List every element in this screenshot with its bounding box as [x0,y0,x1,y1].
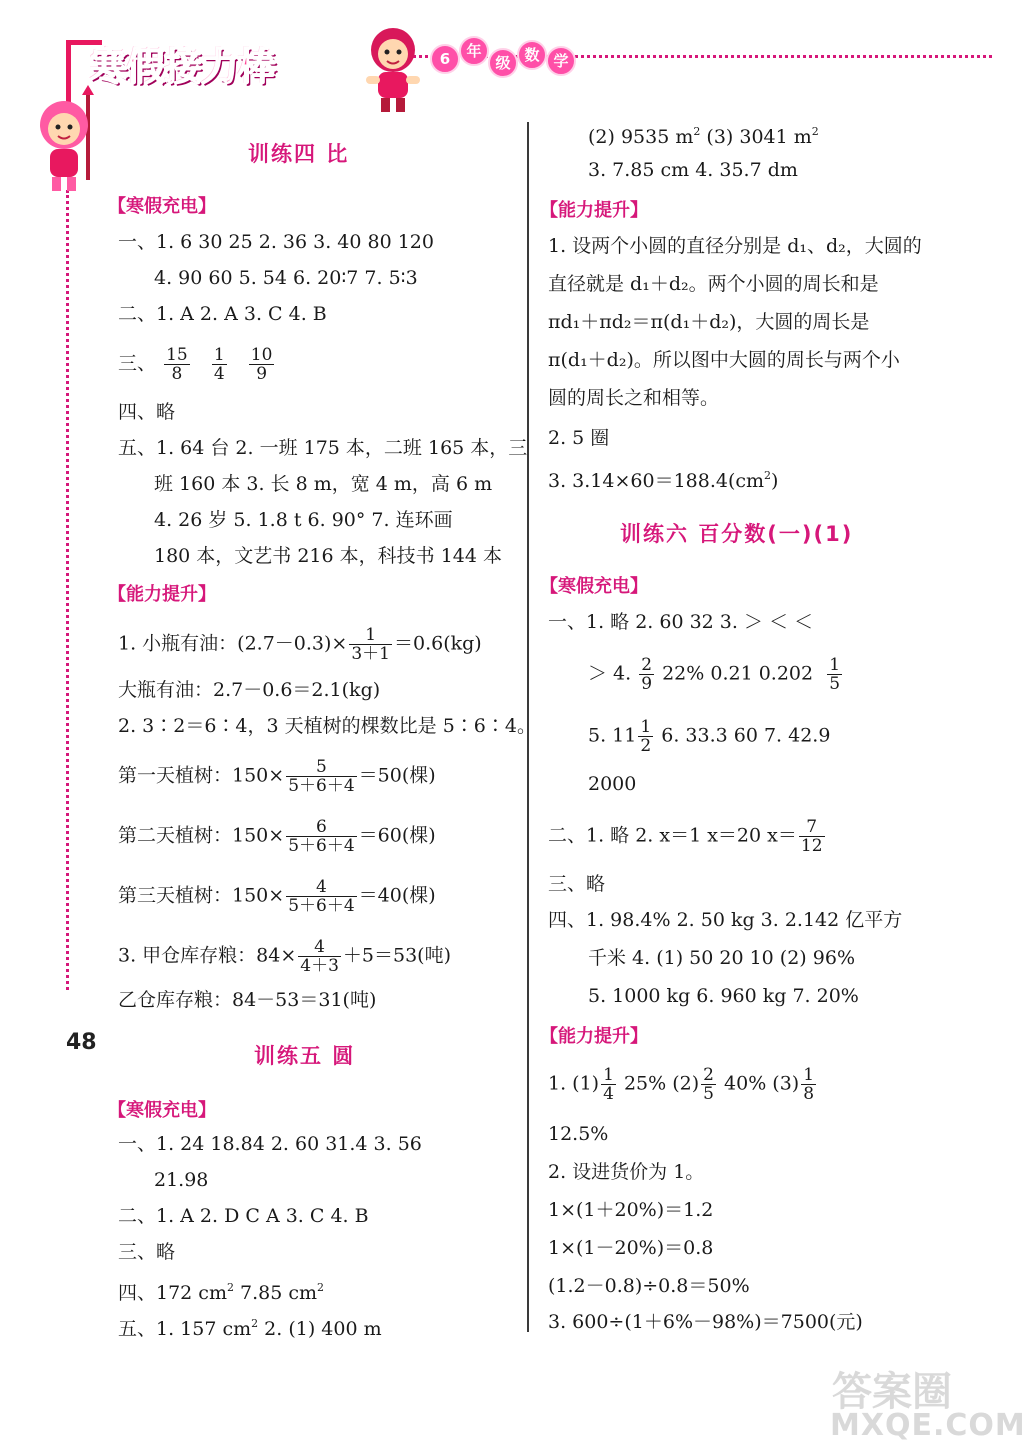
watermark-logo: 答案圈 [832,1369,952,1415]
fraction: $\frac{15}{8}$ [166,345,188,384]
answer-line: 四、172 $cm^2$ 7.85 $cm^2$ [118,1281,325,1304]
answer-line: 1. 设两个小圆的直径分别是 d₁、d₂，大圆的 [548,235,922,257]
answer-line: 三、略 [548,873,606,895]
grade-badge: 数 [517,40,547,70]
answer-line: 2. 5 圈 [548,427,610,449]
answer-line: 四、1. 98.4% 2. 50 kg 3. 2.142 亿平方 [548,909,903,931]
answer-line: 三、略 [118,1241,176,1263]
answer-line: 1×(1＋20%)＝1.2 [548,1199,714,1221]
fraction: $\frac{1}{4}$ [213,345,225,384]
fraction: $\frac{2}{9}$ [641,655,653,694]
answer-line: 二、1. A 2. D C A 3. C 4. B [118,1205,369,1227]
answer-line: 五、1. 157 $cm^2$ 2. (1) 400 m [118,1317,382,1340]
answer-line: 180 本，文艺书 216 本，科技书 144 本 [154,545,502,567]
answer-line: 直径就是 d₁＋d₂。两个小圆的周长和是 [548,273,879,295]
section-tag: 【能力提升】 [540,200,648,221]
section-title: 训练五 圆 [254,1044,356,1068]
answer-line: 12.5% [548,1123,609,1145]
answer-line: 一、1. 24 18.84 2. 60 31.4 3. 56 [118,1133,422,1155]
answer-line: 2. 3∶2＝6∶4，3 天植树的棵数比是 5∶6∶4。 [118,715,536,737]
fraction: $\frac{7}{12}$ [800,817,823,856]
grade-badge: 6 [430,44,460,74]
fraction: $\frac{1}{5}$ [829,655,841,694]
answer-line: 一、1. 略 2. 60 32 3. ＞ ＜ ＜ [548,611,814,633]
answer-line: 3. $3.14\times 60=188.4(cm^2)$ [548,469,779,492]
fraction: $\frac{4}{5+6+4}$ [288,877,355,916]
mascot-right-icon [358,18,428,118]
mascot-left-icon [30,85,100,195]
answer-line: 乙仓库存粮：84－53＝31(吨) [118,989,377,1011]
answer-line: 1. (1) $\frac{1}{4}$ 25% (2) $\frac{2}{5}$ 40% (3) $\frac{1}{8}$ [548,1065,815,1104]
answer-line: 圆的周长之和相等。 [548,387,720,409]
page-number: 48 [66,1030,97,1055]
section-title: 训练四 比 [248,142,350,166]
answer-line: 一、1. 6 30 25 2. 36 3. 40 80 120 [118,231,434,253]
answer-line: 第一天植树：150× $\frac{5}{5+6+4}$ ＝50(棵) [118,757,436,796]
answer-prefix: 三、 [118,352,157,375]
fraction: $\frac{5}{5+6+4}$ [288,757,355,796]
watermark-url: MXQE.COM [830,1408,1026,1443]
section-title: 训练六 百分数(一)(1) [620,522,854,546]
answer-line: 3. 甲仓库存粮：84× $\frac{4}{4+3}$ ＋5＝53(吨) [118,937,451,976]
answer-line: 四、略 [118,401,176,423]
fraction: $\frac{2}{5}$ [703,1065,714,1104]
answer-line: π(d₁＋d₂)。所以图中大圆的周长与两个小 [548,349,900,371]
answer-line: 2000 [588,773,637,795]
answer-line: 五、1. 64 台 2. 一班 175 本，二班 165 本，三 [118,437,528,459]
answer-line: 3. 7.85 cm 4. 35.7 dm [588,159,798,181]
fraction: $\frac{1}{8}$ [803,1065,815,1104]
answer-line [118,346,276,383]
fraction: $\frac{1}{2}$ [640,717,652,756]
grade-badge: 年 [459,36,489,66]
answer-line: πd₁＋πd₂＝π(d₁＋d₂)，大圆的周长是 [548,311,870,333]
fraction: $\frac{1}{4}$ [603,1065,614,1104]
answer-line: 4. 90 60 5. 54 6. 20∶7 7. 5∶3 [154,267,418,289]
section-tag: 【寒假充电】 [108,1100,216,1121]
answer-line: 4. 26 岁 5. 1.8 t 6. 90° 7. 连环画 [154,509,453,531]
answer-line: 二、1. A 2. A 3. C 4. B [118,303,327,325]
answer-line: 2. 设进货价为 1。 [548,1161,705,1183]
answer-line: 大瓶有油：2.7－0.6＝2.1(kg) [118,679,381,701]
answer-line: 1. 小瓶有油：(2.7－0.3)× $\frac{1}{3+1}$ ＝0.6(kg) [118,625,482,664]
margin-dotted-rule [66,190,69,990]
answer-line: 第三天植树：150× $\frac{4}{5+6+4}$ ＝40(棵) [118,877,436,916]
grade-badge: 学 [546,46,576,76]
logo-title: 寒假接力棒 [90,45,276,89]
section-tag: 【寒假充电】 [540,576,648,597]
answer-line: (1.2－0.8)÷0.8＝50% [548,1275,750,1297]
section-tag: 【能力提升】 [108,584,216,605]
answer-line: 班 160 本 3. 长 8 m，宽 4 m，高 6 m [154,473,493,495]
fraction: $\frac{4}{4+3}$ [300,937,339,976]
answer-line: 21.98 [154,1169,209,1191]
fraction: $\frac{10}{9}$ [250,345,273,384]
answer-line: 第二天植树：150× $\frac{6}{5+6+4}$ ＝60(棵) [118,817,436,856]
answer-line: 3. 600÷(1＋6%－98%)＝7500(元) [548,1311,863,1333]
section-tag: 【能力提升】 [540,1026,648,1047]
fraction: $\frac{6}{5+6+4}$ [288,817,355,856]
answer-line: (2) 9535 $m^2$ (3) 3041 $m^2$ [588,125,819,148]
section-tag: 【寒假充电】 [108,196,216,217]
answer-line: 1×(1－20%)＝0.8 [548,1237,714,1259]
fraction: $\frac{1}{3+1}$ [351,625,390,664]
answer-line: ＞ 4. $\frac{2}{9}$ 22% 0.21 0.202 $\frac{1}{5}$ [588,655,841,694]
answer-line: 5. 1000 kg 6. 960 kg 7. 20% [588,985,859,1007]
answer-line: 5. 11 $\frac{1}{2}$ 6. 33.3 60 7. 42.9 [588,717,831,756]
answer-line: 二、1. 略 2. x＝1 x＝20 x＝ $\frac{7}{12}$ [548,817,823,856]
answer-line: 千米 4. (1) 50 20 10 (2) 96% [588,947,855,969]
grade-badge: 级 [488,48,518,78]
